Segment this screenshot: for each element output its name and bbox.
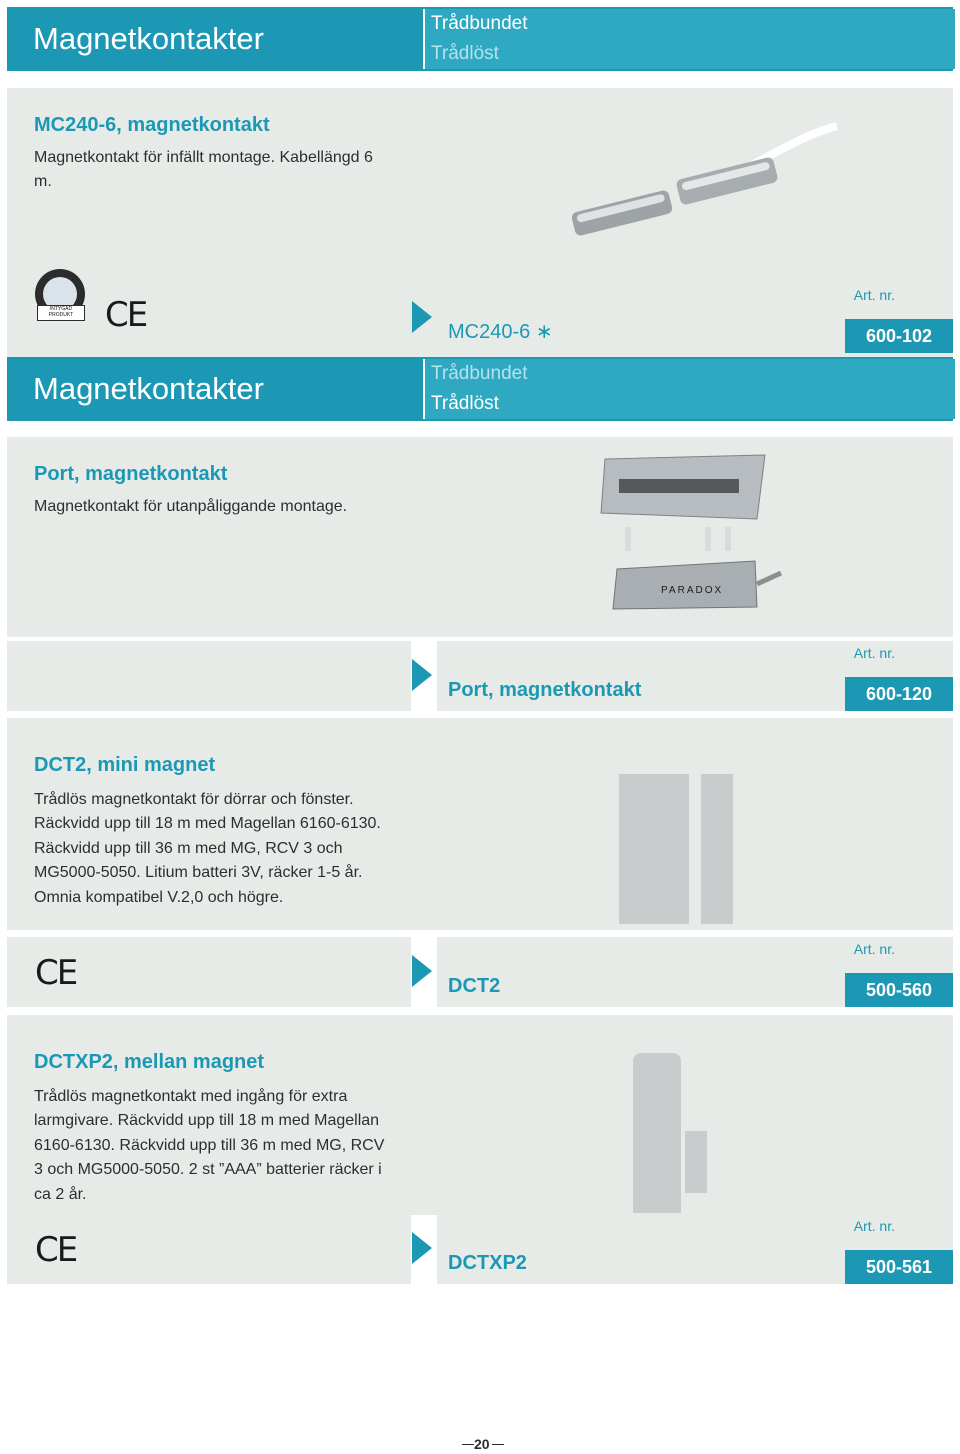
product-panel-port	[7, 437, 953, 637]
art-label: Art. nr.	[853, 287, 895, 303]
product-image-mc240	[537, 96, 857, 266]
product-image-dctxp2-sensor	[633, 1053, 681, 1213]
page-number-rule-left	[462, 1444, 474, 1445]
product-image-port	[595, 449, 785, 614]
product-footer-right	[437, 937, 953, 1007]
ce-mark-icon: CE	[35, 1230, 77, 1270]
page-number-rule-right	[492, 1444, 504, 1445]
product-description: Trådlös magnetkontakt med ingång för extra larmgivare. Räckvidd upp till 18 m med Magellan 6160-6130. Räckvidd upp till 36 m med MG, RCV 3 och MG5000-5050. 2 st ”AAA” batterier räcker i ca 2 år.	[34, 1088, 385, 1203]
product-description: Magnetkontakt för infällt montage. Kabellängd 6 m.	[34, 149, 373, 191]
art-label: Art. nr.	[853, 1218, 895, 1234]
product-image-dctxp2-magnet	[685, 1131, 707, 1193]
product-name: DCT2	[448, 975, 501, 997]
product-footer-left	[7, 1214, 411, 1284]
product-title: DCTXP2, mellan magnet	[34, 1051, 265, 1073]
section-title: Magnetkontakter	[33, 21, 264, 56]
product-footer-right	[437, 641, 953, 711]
link-wired[interactable]: Trådbundet	[431, 13, 528, 34]
product-name: MC240-6 ∗	[448, 321, 553, 343]
product-title: DCT2, mini magnet	[34, 754, 216, 776]
product-description: Trådlös magnetkontakt för dörrar och fönster. Räckvidd upp till 18 m med Magellan 6160-6130. Räckvidd upp till 36 m med MG, RCV 3 och MG5000-5050. Litium batteri 3V, räcker 1-5 år. Omnia kompatibel V.2,0 och högre.	[34, 791, 381, 906]
product-title: MC240-6, magnetkontakt	[34, 114, 270, 136]
product-footer-left	[7, 641, 411, 711]
art-label: Art. nr.	[853, 941, 895, 957]
section-header	[7, 357, 953, 421]
page-number: 20	[474, 1436, 490, 1452]
product-footer-right	[437, 1214, 953, 1284]
link-wireless[interactable]: Trådlöst	[431, 43, 499, 64]
section-header	[7, 7, 953, 71]
link-wired[interactable]: Trådbundet	[431, 363, 528, 384]
arrow-icon	[412, 659, 432, 691]
arrow-icon	[412, 301, 432, 333]
art-number: 500-560	[845, 973, 953, 1007]
ce-mark-icon: CE	[105, 295, 147, 335]
category-links	[423, 9, 955, 69]
product-description: Magnetkontakt för utanpåliggande montage.	[34, 498, 348, 515]
paradox-brand: PARADOX	[661, 585, 724, 596]
art-number: 500-561	[845, 1250, 953, 1284]
product-title: Port, magnetkontakt	[34, 463, 228, 485]
sbsc-certification-logo: INTYGAD PRODUKT	[35, 269, 85, 319]
product-panel-dctxp2	[7, 1015, 953, 1215]
link-wireless[interactable]: Trådlöst	[431, 393, 499, 414]
arrow-icon	[412, 1232, 432, 1264]
product-name: Port, magnetkontakt	[448, 679, 642, 701]
art-number: 600-120	[845, 677, 953, 711]
arrow-icon	[412, 955, 432, 987]
product-name: DCTXP2	[448, 1252, 527, 1274]
product-panel-dct2	[7, 718, 953, 930]
product-footer-left	[7, 283, 411, 353]
product-image-dct2-sensor	[619, 774, 689, 924]
category-links	[423, 359, 955, 419]
section-title: Magnetkontakter	[33, 371, 264, 406]
art-label: Art. nr.	[853, 645, 895, 661]
ce-mark-icon: CE	[35, 953, 77, 993]
product-image-dct2-magnet	[701, 774, 733, 924]
product-footer-right	[437, 283, 953, 353]
art-number: 600-102	[845, 319, 953, 353]
product-footer-left	[7, 937, 411, 1007]
